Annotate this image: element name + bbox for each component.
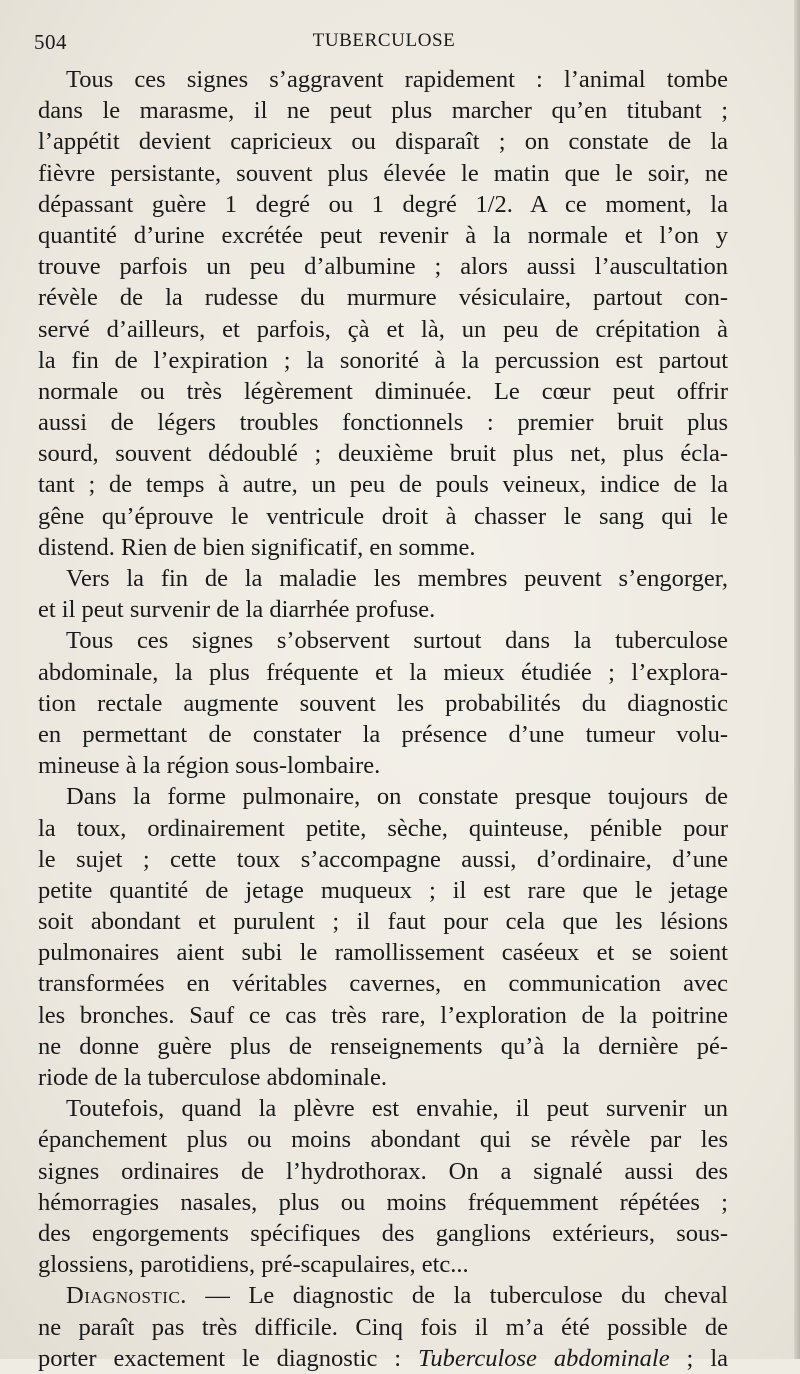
text-line: ne donne guère plus de renseignements qu’à la dernière pé- (38, 1032, 728, 1060)
text-line: en permettant de constater la présence d’une tumeur volu- (38, 720, 728, 748)
text-line: la fin de l’expiration ; la sonorité à la percussion est partout (38, 346, 728, 374)
text-line: tion rectale augmente souvent les probabilités du diagnostic (38, 689, 728, 717)
text-line: normale ou très légèrement diminuée. Le cœur peut offrir (38, 377, 728, 405)
text-line: la toux, ordinairement petite, sèche, quinteuse, pénible pour (38, 814, 728, 842)
text-line: ne paraît pas très difficile. Cinq fois il m’a été possible de (38, 1313, 728, 1341)
text-line: quantité d’urine excrétée peut revenir à la normale et l’on y (38, 221, 728, 249)
text-line: dépassant guère 1 degré ou 1 degré 1/2. A ce moment, la (38, 190, 728, 218)
text-line: pulmonaires aient subi le ramollissement caséeux et se soient (38, 939, 728, 967)
final-line (38, 1343, 728, 1374)
text-line: distend. Rien de bien significatif, en somme. (38, 533, 476, 561)
text-line: révèle de la rudesse du murmure vésiculaire, partout con- (38, 284, 728, 312)
text-line: les bronches. Sauf ce cas très rare, l’exploration de la poitrine (38, 1001, 728, 1029)
text-line: glossiens, parotidiens, pré-scapulaires, etc... (38, 1251, 469, 1279)
text-line: riode de la tuberculose abdominale. (38, 1064, 387, 1091)
section-heading: Diagnostic. (66, 1282, 187, 1310)
text-line: gêne qu’éprouve le ventricule droit à chasser le sang qui le (38, 502, 728, 530)
text-line: aussi de légers troubles fonctionnels : premier bruit plus (38, 409, 728, 437)
text-line: hémorragies nasales, plus ou moins fréquemment répétées ; (38, 1188, 728, 1216)
text-line: et il peut survenir de la diarrhée profuse. (38, 596, 436, 624)
text-line: petite quantité de jetage muqueux ; il est rare que le jetage (38, 876, 728, 904)
text-line: servé d’ailleurs, et parfois, çà et là, un peu de crépitation à (38, 315, 728, 343)
text-line: soit abondant et purulent ; il faut pour cela que les lésions (38, 908, 728, 936)
text-line: tant ; de temps à autre, un peu de pouls veineux, indice de la (38, 471, 728, 499)
text-line: fièvre persistante, souvent plus élevée le matin que le soir, ne (38, 159, 728, 187)
text-line: mineuse à la région sous-lombaire. (38, 752, 381, 780)
body-text (38, 64, 728, 1374)
text-line: épanchement plus ou moins abondant qui se révèle par les (38, 1126, 728, 1154)
diagnostic-line (38, 1280, 728, 1311)
text-line: Tous ces signes s’observent surtout dans la tuberculose (66, 627, 728, 655)
text-line: l’appétit devient capricieux ou disparaît ; on constate de la (38, 128, 728, 156)
running-title: TUBERCULOSE (312, 30, 456, 51)
text-line: transformées en véritables cavernes, en communication avec (38, 970, 728, 998)
text-line: signes ordinaires de l’hydrothorax. On a signalé aussi des (38, 1157, 728, 1185)
text-line: dans le marasme, il ne peut plus marcher qu’en titubant ; (38, 97, 728, 125)
text-line: abdominale, la plus fréquente et la mieux étudiée ; l’explora- (38, 658, 728, 686)
page-edge (794, 0, 800, 1359)
final-line-tail: ; la (669, 1344, 728, 1372)
italic-term: Tuberculose abdominale (418, 1344, 670, 1372)
text-line: le sujet ; cette toux s’accompagne aussi, d’ordinaire, d’une (38, 845, 728, 873)
text-line: Tous ces signes s’aggravent rapidement : l’animal tombe (66, 66, 728, 93)
text-line: trouve parfois un peu d’albumine ; alors aussi l’auscultation (38, 253, 728, 281)
final-line-text: porter exactement le diagnostic : (38, 1344, 419, 1372)
page-number: 504 (34, 30, 67, 54)
text-line: Toutefois, quand la plèvre est envahie, il peut survenir un (66, 1095, 728, 1123)
page-header (34, 30, 734, 60)
text-line: des engorgements spécifiques des ganglions extérieurs, sous- (38, 1219, 728, 1247)
diagnostic-text: — Le diagnostic de la tuberculose du cheval (186, 1282, 728, 1310)
text-line: Vers la fin de la maladie les membres peuvent s’engorger, (66, 565, 728, 592)
text-line: Dans la forme pulmonaire, on constate presque toujours de (66, 783, 728, 811)
text-line: sourd, souvent dédoublé ; deuxième bruit plus net, plus écla- (38, 440, 728, 468)
